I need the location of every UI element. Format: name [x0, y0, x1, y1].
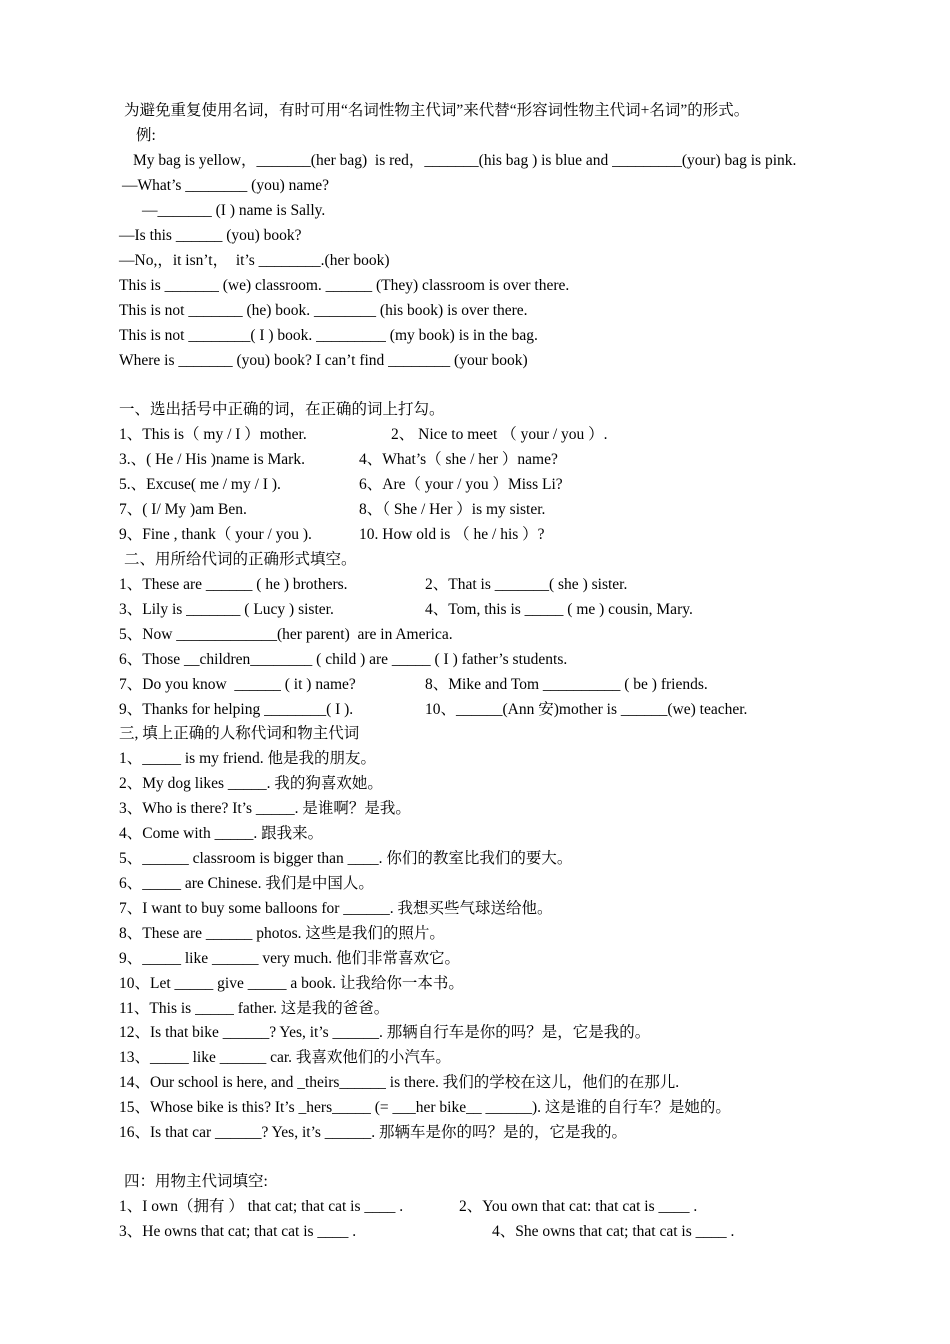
intro-line: —What’s ________ (you) name? — [122, 177, 330, 194]
question-item: 2、That is _______( she ) sister. — [425, 576, 628, 593]
question-item: 1、_____ is my friend. 他是我的朋友。 — [119, 750, 377, 767]
question-item: 7、I want to buy some balloons for ______. 我想买些气球送给他。 — [119, 900, 553, 917]
question-item: 2、You own that cat: that cat is ____ . — [459, 1198, 698, 1215]
question-item: 5、______ classroom is bigger than ____. 你们的教室比我们的要大。 — [119, 850, 573, 867]
section-1-row — [119, 525, 839, 545]
question-item: 10. How old is （ he / his ）? — [359, 526, 545, 543]
question-item: 15、Whose bike is this? It’s _hers_____ (= ___her bike__ ______). 这是谁的自行车？是她的。 — [119, 1099, 731, 1116]
section-2-row — [119, 650, 839, 670]
section-2-row — [119, 625, 839, 645]
section-2-row — [119, 600, 839, 620]
question-item: 13、_____ like ______ car. 我喜欢他们的小汽车。 — [119, 1049, 451, 1066]
question-item: 5.、Excuse( me / my / I ). — [119, 476, 281, 493]
question-item: 7、( I/ My )am Ben. — [119, 501, 247, 518]
question-item: 1、This is（ my / I ）mother. — [119, 426, 307, 443]
section-2-row — [119, 675, 839, 695]
question-item: 2、My dog likes _____. 我的狗喜欢她。 — [119, 775, 383, 792]
question-item: 10、Let _____ give _____ a book. 让我给你一本书。 — [119, 975, 464, 992]
question-item: 1、These are ______ ( he ) brothers. — [119, 576, 348, 593]
question-item: 3、He owns that cat; that cat is ____ . — [119, 1223, 357, 1240]
question-item: 5、Now _____________(her parent) are in America. — [119, 626, 453, 643]
intro-line: This is _______ (we) classroom. ______ (They) classroom is over there. — [119, 277, 570, 294]
intro-line: —No,，it isn’t， it’s ________.(her book) — [119, 252, 390, 269]
intro-line: Where is _______ (you) book? I can’t find ________ (your book) — [119, 352, 528, 369]
question-item: 3.、( He / His )name is Mark. — [119, 451, 305, 468]
section-2-row — [119, 575, 839, 595]
question-item: 10、______(Ann 安)mother is ______(we) teacher. — [425, 701, 748, 718]
question-item: 16、Is that car ______? Yes, it’s ______. 那辆车是你的吗？是的，它是我的。 — [119, 1124, 628, 1141]
section-2-title: 二、用所给代词的正确形式填空。 — [124, 551, 357, 568]
question-item: 6、Are（ your / you ）Miss Li? — [359, 476, 563, 493]
question-item: 14、Our school is here, and _theirs______ is there. 我们的学校在这儿，他们的在那儿. — [119, 1074, 680, 1091]
intro-line: —Is this ______ (you) book? — [119, 227, 302, 244]
question-item: 6、_____ are Chinese. 我们是中国人。 — [119, 875, 374, 892]
question-item: 8、Mike and Tom __________ ( be ) friends. — [425, 676, 708, 693]
section-1-row — [119, 425, 839, 445]
question-item: 9、_____ like ______ very much. 他们非常喜欢它。 — [119, 950, 460, 967]
question-item: 8、（ She / Her ）is my sister. — [359, 501, 546, 518]
question-item: 4、She owns that cat; that cat is ____ . — [492, 1223, 735, 1240]
intro-line: —_______ (I ) name is Sally. — [142, 202, 326, 219]
question-item: 4、Tom, this is _____ ( me ) cousin, Mary. — [425, 601, 693, 618]
question-item: 3、Who is there? It’s _____. 是谁啊？是我。 — [119, 800, 411, 817]
section-3-title: 三, 填上正确的人称代词和物主代词 — [119, 725, 360, 742]
question-item: 8、These are ______ photos. 这些是我们的照片。 — [119, 925, 445, 942]
question-item: 4、Come with _____. 跟我来。 — [119, 825, 324, 842]
intro-line: This is not ________( I ) book. _________ (my book) is in the bag. — [119, 327, 538, 344]
question-item: 4、What’s（ she / her ）name? — [359, 451, 558, 468]
question-item: 12、Is that bike ______? Yes, it’s ______. 那辆自行车是你的吗？是，它是我的。 — [119, 1024, 651, 1041]
section-4-row — [119, 1222, 839, 1242]
question-item: 2、 Nice to meet （ your / you ）. — [391, 426, 608, 443]
intro-line: My bag is yellow，_______(her bag) is red，_______(his bag ) is blue and _________(your) bag is pink. — [133, 152, 797, 169]
question-item: 6、Those __children________ ( child ) are _____ ( I ) father’s students. — [119, 651, 568, 668]
intro-line: This is not _______ (he) book. ________ (his book) is over there. — [119, 302, 528, 319]
section-4-row — [119, 1197, 839, 1217]
question-item: 3、Lily is _______ ( Lucy ) sister. — [119, 601, 334, 618]
question-item: 7、Do you know ______ ( it ) name? — [119, 676, 356, 693]
section-1-row — [119, 500, 839, 520]
section-4-title: 四：用物主代词填空: — [124, 1173, 268, 1190]
section-1-title: 一、选出括号中正确的词，在正确的词上打勾。 — [119, 401, 445, 418]
intro-note: 为避免重复使用名词，有时可用“名词性物主代词”来代替“形容词性物主代词+名词”的形式。 — [124, 102, 750, 119]
question-item: 11、This is _____ father. 这是我的爸爸。 — [119, 1000, 390, 1017]
question-item: 9、Fine , thank（ your / you ). — [119, 526, 312, 543]
section-2-row — [119, 700, 839, 720]
question-item: 9、Thanks for helping ________( I ). — [119, 701, 354, 718]
question-item: 1、I own（拥有 ） that cat; that cat is ____ . — [119, 1198, 404, 1215]
example-label: 例: — [136, 127, 156, 144]
section-1-row — [119, 450, 839, 470]
section-1-row — [119, 475, 839, 495]
